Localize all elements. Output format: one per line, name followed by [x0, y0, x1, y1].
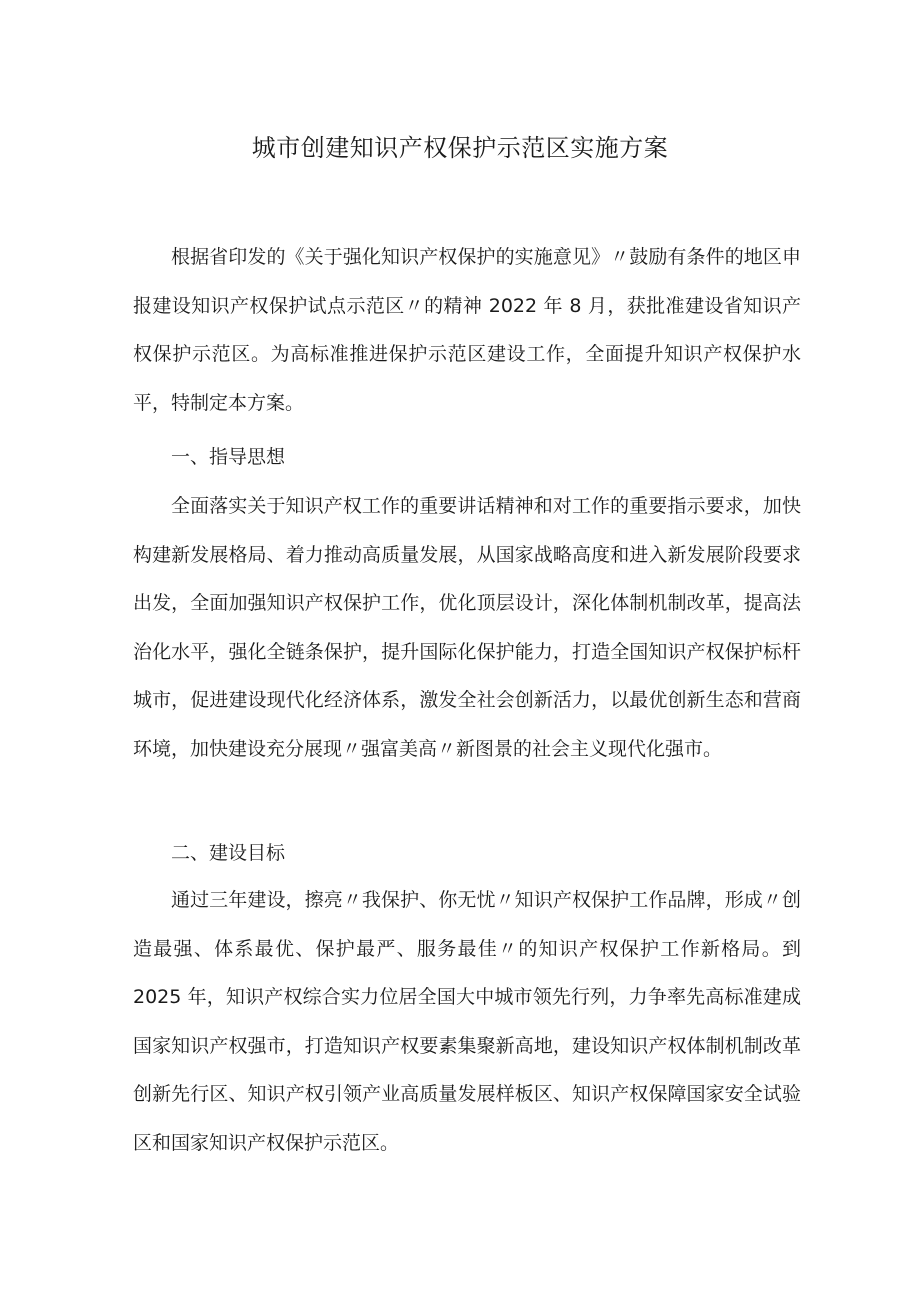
section-heading-construction-goals: 二、建设目标: [171, 842, 286, 864]
paragraph-intro: 根据省印发的《关于强化知识产权保护的实施意见》〃鼓励有条件的地区申报建设知识产权保护试点示范区〃的精神 2022 年 8 月，获批准建设省知识产权保护示范区。为高标准推进保护示范区建设工作，全面提升知识产权保护水平，特制定本方案。: [133, 246, 801, 414]
document-title: 城市创建知识产权保护示范区实施方案: [251, 134, 669, 162]
paragraph-guiding-ideology: 全面落实关于知识产权工作的重要讲话精神和对工作的重要指示要求，加快构建新发展格局、着力推动高质量发展，从国家战略高度和进入新发展阶段要求出发，全面加强知识产权保护工作，优化顶层设计，深化体制机制改革，提高法治化水平，强化全链条保护，提升国际化保护能力，打造全国知识产权保护标杆城市，促进建设现代化经济体系，激发全社会创新活力，以最优创新生态和营商环境，加快建设充分展现〃强富美高〃新图景的社会主义现代化强市。: [133, 495, 801, 760]
paragraph-construction-goals: 通过三年建设，擦亮〃我保护、你无忧〃知识产权保护工作品牌，形成〃创造最强、体系最优、保护最严、服务最佳〃的知识产权保护工作新格局。到 2025 年，知识产权综合实力位居全国大中城市领先行列，力争率先高标准建成国家知识产权强市，打造知识产权要素集聚新高地，建设知识产权体制机制改革创新先行区、知识产权引领产业高质量发展样板区、知识产权保障国家安全试验区和国家知识产权保护示范区。: [133, 889, 801, 1154]
section-heading-guiding-ideology: 一、指导思想: [171, 446, 286, 468]
